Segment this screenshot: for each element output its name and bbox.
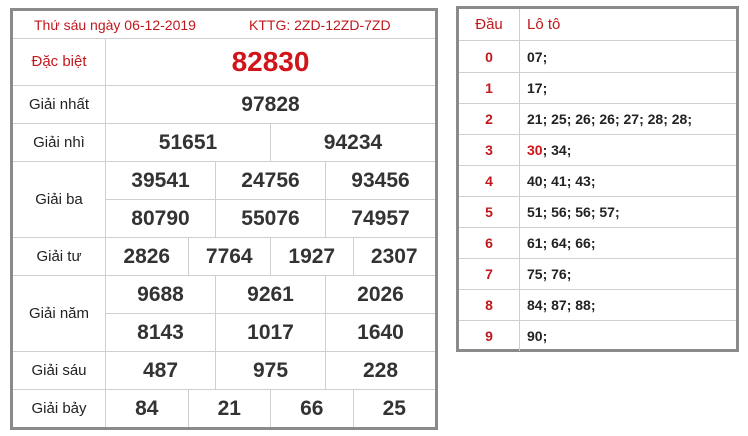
prize-value-third: 74957: [325, 200, 435, 237]
loto-values: [527, 134, 732, 165]
prize-value-first: 97828: [241, 92, 300, 116]
prize-label-second: Giải nhì: [13, 124, 106, 161]
prize-value-third: 93456: [325, 162, 435, 199]
prize-label-first: Giải nhất: [13, 86, 106, 123]
prize-row-sixth: [13, 352, 435, 390]
lottery-results-table: [10, 8, 438, 430]
loto-head-digit: 9: [459, 320, 520, 351]
loto-row: [459, 72, 736, 104]
prize-value-fifth: 1017: [215, 314, 325, 351]
prize-value-seventh: 21: [188, 390, 271, 427]
loto-head-digit: 8: [459, 289, 520, 320]
prize-value-sixth: 487: [142, 358, 179, 382]
loto-values: 84; 87; 88;: [527, 296, 596, 313]
loto-values: 61; 64; 66;: [527, 234, 596, 251]
prize-label-third: Giải ba: [13, 162, 106, 237]
loto-row: [459, 227, 736, 259]
prize-value-second: 94234: [270, 124, 435, 161]
prize-label-fifth: Giải năm: [13, 276, 106, 351]
prize-row-fourth: [13, 238, 435, 276]
loto-row: [459, 165, 736, 197]
loto-row: [459, 134, 736, 166]
prize-value-third: 24756: [215, 162, 325, 199]
prize-value-fourth: 2307: [353, 238, 436, 275]
prize-row-fifth: [13, 276, 435, 352]
loto-column-label: Lô tô: [527, 16, 561, 33]
prize-value-fifth: 2026: [325, 276, 435, 313]
loto-row: [459, 289, 736, 321]
loto-head-digit: 0: [459, 41, 520, 72]
loto-head-digit: 1: [459, 72, 520, 103]
prize-value-fifth: 9688: [137, 282, 184, 306]
loto-values: 17;: [527, 79, 548, 96]
loto-special-number: 30: [527, 141, 543, 158]
loto-header-row: [459, 9, 736, 41]
loto-row: [459, 258, 736, 290]
prize-value-second: 51651: [158, 130, 218, 154]
prize-value-seventh: 84: [135, 396, 159, 420]
loto-head-digit: 6: [459, 227, 520, 258]
results-header: [13, 11, 435, 39]
prize-label-special: Đặc biệt: [13, 38, 106, 85]
prize-row-first: [13, 86, 435, 124]
loto-row: [459, 320, 736, 351]
loto-head-digit: 4: [459, 165, 520, 196]
prize-value-fourth: 2826: [123, 244, 171, 268]
prize-value-special: 82830: [231, 45, 310, 77]
prize-value-third: 80790: [131, 206, 190, 230]
loto-row: [459, 196, 736, 228]
prize-row-special: [13, 38, 435, 86]
draw-date: Thứ sáu ngày 06-12-2019: [34, 17, 196, 33]
prize-label-seventh: Giải bảy: [13, 390, 106, 427]
loto-values: 90;: [527, 327, 548, 344]
prize-value-fourth: 1927: [270, 238, 353, 275]
prize-value-seventh: 25: [353, 390, 436, 427]
results-body: [13, 38, 435, 427]
prize-value-sixth: 975: [215, 352, 325, 389]
loto-row: [459, 41, 736, 73]
loto-head-digit: 3: [459, 134, 520, 165]
prize-value-fifth: 8143: [137, 320, 184, 344]
loto-head-digit: 5: [459, 196, 520, 227]
prize-row-second: [13, 124, 435, 162]
prize-value-sixth: 228: [325, 352, 435, 389]
loto-values: 51; 56; 56; 57;: [527, 203, 620, 220]
prize-value-third: 55076: [215, 200, 325, 237]
head-column-label: Đầu: [459, 9, 520, 40]
loto-values-rest: ; 34;: [542, 141, 572, 158]
loto-row: [459, 103, 736, 135]
loto-values: 07;: [527, 48, 548, 65]
prize-value-fifth: 9261: [215, 276, 325, 313]
prize-row-seventh: [13, 390, 435, 427]
kttg-code: KTTG: 2ZD-12ZD-7ZD: [249, 17, 391, 33]
prize-label-sixth: Giải sáu: [13, 352, 106, 389]
prize-value-third: 39541: [131, 168, 190, 192]
prize-value-fourth: 7764: [188, 238, 271, 275]
loto-head-digit: 7: [459, 258, 520, 289]
loto-values: 21; 25; 26; 26; 27; 28; 28;: [527, 110, 692, 127]
prize-value-seventh: 66: [270, 390, 353, 427]
loto-table: [456, 6, 739, 352]
prize-value-fifth: 1640: [325, 314, 435, 351]
loto-values: 40; 41; 43;: [527, 172, 596, 189]
prize-row-third: [13, 162, 435, 238]
prize-label-fourth: Giải tư: [13, 238, 106, 275]
loto-values: 75; 76;: [527, 265, 572, 282]
loto-head-digit: 2: [459, 103, 520, 134]
